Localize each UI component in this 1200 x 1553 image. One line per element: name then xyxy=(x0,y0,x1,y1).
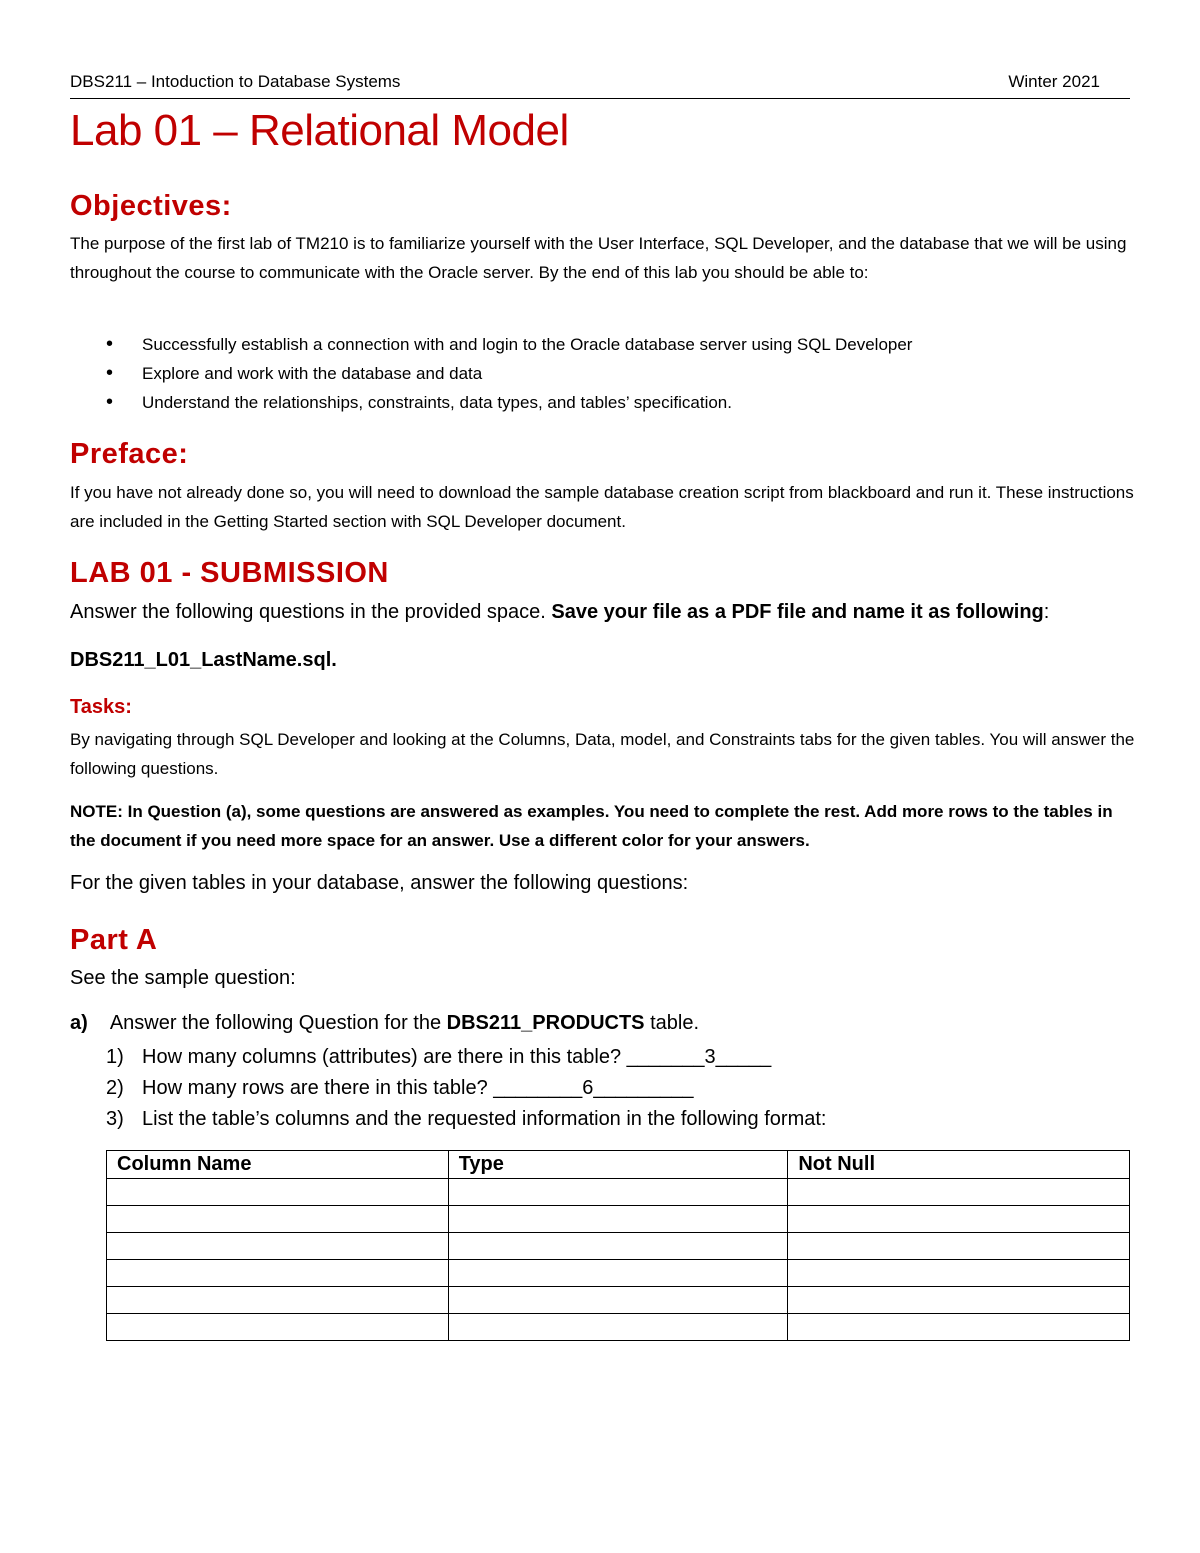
table-row xyxy=(107,1314,1130,1341)
table-cell[interactable] xyxy=(107,1260,449,1287)
submission-heading: LAB 01 - SUBMISSION xyxy=(70,557,389,589)
submission-intro-colon: : xyxy=(1043,601,1050,623)
tasks-heading: Tasks: xyxy=(70,696,132,718)
table-header-row xyxy=(107,1151,1130,1179)
table-cell[interactable] xyxy=(107,1179,449,1206)
objectives-list xyxy=(106,330,912,417)
item-text: List the table’s columns and the requested information in the following format: xyxy=(142,1108,827,1130)
table-cell[interactable] xyxy=(448,1233,788,1260)
submission-intro-text: Answer the following questions in the provided space. xyxy=(70,601,552,623)
item-number: 1) xyxy=(106,1046,124,1068)
list-item xyxy=(106,1104,826,1135)
question-a-items xyxy=(106,1042,826,1135)
column-header-not-null: Not Null xyxy=(788,1151,1130,1179)
list-item xyxy=(106,1073,826,1104)
item-number: 2) xyxy=(106,1077,124,1099)
tasks-note: NOTE: In Question (a), some questions are answered as examples. You need to complete the rest. Add more rows to the tables in the document if you need more space for an answer. Use a different color for your answers. xyxy=(70,802,1113,850)
course-name: DBS211 – Intoduction to Database Systems xyxy=(70,72,401,91)
part-a-heading: Part A xyxy=(70,924,158,956)
objectives-heading: Objectives: xyxy=(70,190,232,222)
item-text: How many rows are there in this table? ________6_________ xyxy=(142,1077,694,1099)
table-row xyxy=(107,1206,1130,1233)
table-row xyxy=(107,1287,1130,1314)
table-row xyxy=(107,1233,1130,1260)
table-row xyxy=(107,1260,1130,1287)
item-number: 3) xyxy=(106,1108,124,1130)
answer-table xyxy=(106,1150,1130,1341)
question-a xyxy=(70,1012,699,1035)
table-cell[interactable] xyxy=(788,1206,1130,1233)
table-cell[interactable] xyxy=(107,1287,449,1314)
table-cell[interactable] xyxy=(107,1233,449,1260)
table-cell[interactable] xyxy=(448,1179,788,1206)
part-a-intro: See the sample question: xyxy=(70,967,296,989)
preface-heading: Preface: xyxy=(70,438,189,470)
tasks-prompt: For the given tables in your database, answer the following questions: xyxy=(70,872,689,894)
term-label: Winter 2021 xyxy=(1008,72,1100,91)
list-item xyxy=(106,1042,826,1073)
table-cell[interactable] xyxy=(448,1260,788,1287)
list-item: • Explore and work with the database and data xyxy=(106,359,912,388)
question-a-text-pre: Answer the following Question for the xyxy=(109,1012,447,1034)
table-cell[interactable] xyxy=(448,1287,788,1314)
submission-intro xyxy=(70,601,1049,624)
submission-intro-bold: Save your file as a PDF file and name it as following xyxy=(551,601,1044,623)
column-header-type: Type xyxy=(448,1151,788,1179)
table-row xyxy=(107,1179,1130,1206)
table-cell[interactable] xyxy=(107,1314,449,1341)
column-header-name: Column Name xyxy=(107,1151,449,1179)
table-cell[interactable] xyxy=(788,1314,1130,1341)
list-item: • Understand the relationships, constraints, data types, and tables’ specification. xyxy=(106,388,912,417)
preface-paragraph: If you have not already done so, you will need to download the sample database creation script from blackboard and run it. These instructions are included in the Getting Started section with SQL Developer document. xyxy=(70,483,1134,531)
page-header xyxy=(70,72,1130,99)
table-cell[interactable] xyxy=(448,1314,788,1341)
table-cell[interactable] xyxy=(788,1179,1130,1206)
item-text: How many columns (attributes) are there in this table? _______3_____ xyxy=(142,1046,772,1068)
objectives-paragraph: The purpose of the first lab of TM210 is to familiarize yourself with the User Interface, SQL Developer, and the database that we will be using throughout the course to communicate with the Oracle server. By the end of this lab you should be able to: xyxy=(70,234,1127,282)
table-cell[interactable] xyxy=(788,1287,1130,1314)
table-cell[interactable] xyxy=(788,1233,1130,1260)
submission-filename: DBS211_L01_LastName.sql. xyxy=(70,649,337,671)
table-cell[interactable] xyxy=(448,1206,788,1233)
list-item: • Successfully establish a connection with and login to the Oracle database server using SQL Developer xyxy=(106,330,912,359)
question-a-table-name: DBS211_PRODUCTS xyxy=(446,1012,645,1034)
tasks-paragraph: By navigating through SQL Developer and looking at the Columns, Data, model, and Constraints tabs for the given tables. You will answer the following questions. xyxy=(70,730,1135,778)
page-title: Lab 01 – Relational Model xyxy=(70,106,569,155)
question-a-text-post: table. xyxy=(644,1012,699,1034)
question-a-label: a) xyxy=(70,1012,88,1034)
table-cell[interactable] xyxy=(107,1206,449,1233)
table-cell[interactable] xyxy=(788,1260,1130,1287)
